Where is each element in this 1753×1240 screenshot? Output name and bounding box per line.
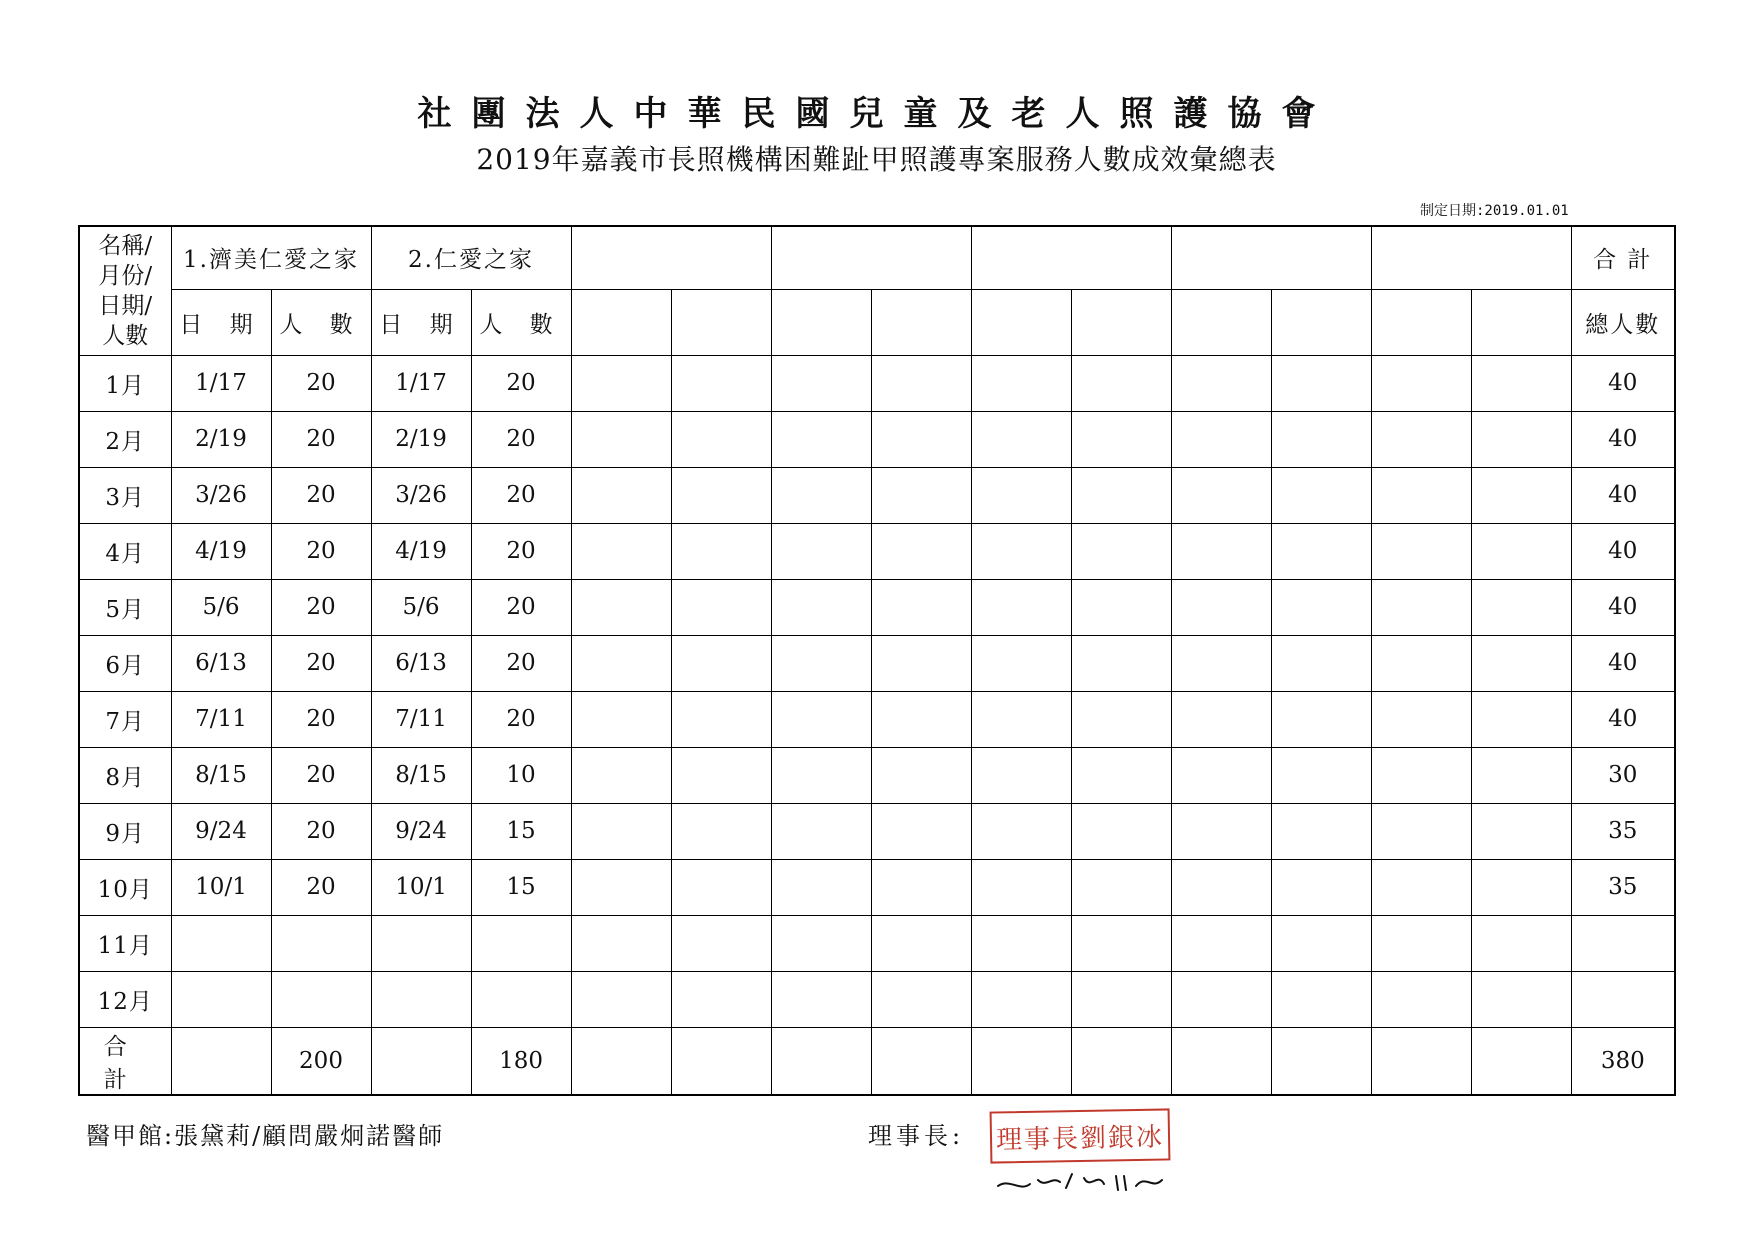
month-total: 30 — [1571, 747, 1675, 803]
empty-cell — [771, 1027, 871, 1095]
empty-cell — [971, 523, 1071, 579]
empty-cell — [1271, 747, 1371, 803]
facility-2-count: 20 — [471, 635, 571, 691]
facility-1-count: 20 — [271, 411, 371, 467]
grand-total-facility-1: 200 — [271, 1027, 371, 1095]
month-row — [79, 579, 1675, 635]
empty-cell — [571, 747, 671, 803]
facility-header-5 — [971, 226, 1171, 289]
facility-1-date: 10/1 — [171, 859, 271, 915]
org-title: 社團法人中華民國兒童及老人照護協會 — [417, 94, 1336, 134]
facility-1-count: 20 — [271, 635, 371, 691]
empty-cell — [1371, 971, 1471, 1027]
empty-cell — [1171, 971, 1271, 1027]
empty-cell — [1071, 467, 1171, 523]
empty-cell — [771, 523, 871, 579]
empty-cell — [871, 523, 971, 579]
facility-2-count: 15 — [471, 803, 571, 859]
empty-subheader — [1371, 289, 1471, 355]
empty-cell — [1271, 803, 1371, 859]
empty-cell — [1371, 355, 1471, 411]
facility-1-count: 20 — [271, 579, 371, 635]
empty-cell — [1471, 523, 1571, 579]
chairman-label: 理事長: — [868, 1122, 965, 1150]
empty-cell — [571, 859, 671, 915]
empty-cell — [1371, 411, 1471, 467]
month-label: 6月 — [79, 635, 171, 691]
empty-cell — [1171, 747, 1271, 803]
empty-cell — [1271, 859, 1371, 915]
empty-cell — [871, 803, 971, 859]
empty-cell — [1471, 691, 1571, 747]
empty-cell — [871, 635, 971, 691]
facility-1-date: 3/26 — [171, 467, 271, 523]
empty-cell — [671, 467, 771, 523]
month-label: 3月 — [79, 467, 171, 523]
month-row — [79, 523, 1675, 579]
facility-1-count: 20 — [271, 467, 371, 523]
empty-subheader — [771, 289, 871, 355]
month-total: 40 — [1571, 579, 1675, 635]
empty-cell — [1471, 747, 1571, 803]
month-total — [1571, 971, 1675, 1027]
facility-header-3 — [571, 226, 771, 289]
empty-cell — [1471, 411, 1571, 467]
month-label: 11月 — [79, 915, 171, 971]
empty-cell — [671, 579, 771, 635]
empty-cell — [671, 635, 771, 691]
month-total — [1571, 915, 1675, 971]
count-subheader: 人 數 — [471, 289, 571, 355]
empty-cell — [1371, 803, 1471, 859]
empty-cell — [971, 635, 1071, 691]
empty-cell — [1071, 971, 1171, 1027]
chairman-seal: 理事長劉銀冰 — [990, 1108, 1171, 1163]
empty-cell — [871, 747, 971, 803]
empty-cell — [671, 859, 771, 915]
empty-cell — [571, 1027, 671, 1095]
empty-cell — [1171, 355, 1271, 411]
facility-2-date: 8/15 — [371, 747, 471, 803]
facility-1-count — [271, 915, 371, 971]
facility-1-count: 20 — [271, 691, 371, 747]
empty-cell — [1471, 971, 1571, 1027]
facility-2-date: 3/26 — [371, 467, 471, 523]
empty-cell — [1271, 467, 1371, 523]
facility-1-count: 20 — [271, 747, 371, 803]
empty-cell — [1471, 1027, 1571, 1095]
empty-cell — [171, 1027, 271, 1095]
month-total: 40 — [1571, 411, 1675, 467]
facility-1-date — [171, 971, 271, 1027]
empty-cell — [1071, 523, 1171, 579]
empty-cell — [1471, 803, 1571, 859]
facility-2-date: 5/6 — [371, 579, 471, 635]
facility-2-count: 20 — [471, 691, 571, 747]
month-total: 35 — [1571, 803, 1675, 859]
header-row-facilities — [79, 226, 1675, 289]
facility-2-date — [371, 971, 471, 1027]
empty-cell — [771, 691, 871, 747]
month-total: 40 — [1571, 691, 1675, 747]
empty-cell — [671, 971, 771, 1027]
empty-cell — [771, 635, 871, 691]
empty-cell — [971, 915, 1071, 971]
empty-cell — [571, 971, 671, 1027]
empty-cell — [1071, 859, 1171, 915]
corner-header — [79, 226, 171, 355]
empty-cell — [1471, 859, 1571, 915]
empty-cell — [1071, 747, 1171, 803]
month-row — [79, 691, 1675, 747]
month-label: 12月 — [79, 971, 171, 1027]
empty-cell — [771, 411, 871, 467]
grand-total-facility-2: 180 — [471, 1027, 571, 1095]
month-label: 7月 — [79, 691, 171, 747]
facility-header-2: 2.仁愛之家 — [371, 226, 571, 289]
empty-cell — [871, 971, 971, 1027]
facility-1-count — [271, 971, 371, 1027]
empty-cell — [571, 467, 671, 523]
empty-subheader — [971, 289, 1071, 355]
empty-cell — [1471, 915, 1571, 971]
count-subheader: 人 數 — [271, 289, 371, 355]
empty-cell — [971, 467, 1071, 523]
empty-cell — [771, 467, 871, 523]
facility-2-date: 4/19 — [371, 523, 471, 579]
month-row — [79, 971, 1675, 1027]
facility-1-count: 20 — [271, 859, 371, 915]
empty-cell — [1171, 803, 1271, 859]
empty-subheader — [1471, 289, 1571, 355]
empty-cell — [971, 579, 1071, 635]
empty-cell — [1171, 579, 1271, 635]
empty-cell — [871, 691, 971, 747]
corner-line: 人數 — [102, 322, 149, 349]
empty-cell — [1171, 915, 1271, 971]
month-row — [79, 803, 1675, 859]
month-label: 5月 — [79, 579, 171, 635]
empty-cell — [1371, 859, 1471, 915]
empty-cell — [1071, 411, 1171, 467]
empty-cell — [1371, 1027, 1471, 1095]
empty-subheader — [571, 289, 671, 355]
empty-cell — [1271, 411, 1371, 467]
empty-cell — [1471, 467, 1571, 523]
empty-cell — [971, 355, 1071, 411]
empty-cell — [1171, 411, 1271, 467]
empty-cell — [1071, 1027, 1171, 1095]
facility-1-date: 4/19 — [171, 523, 271, 579]
empty-cell — [671, 1027, 771, 1095]
facility-2-count: 20 — [471, 523, 571, 579]
facility-2-count: 20 — [471, 467, 571, 523]
facility-1-date: 2/19 — [171, 411, 271, 467]
empty-cell — [671, 691, 771, 747]
month-label: 10月 — [79, 859, 171, 915]
empty-cell — [371, 1027, 471, 1095]
empty-cell — [1171, 691, 1271, 747]
date-subheader: 日 期 — [371, 289, 471, 355]
facility-1-count: 20 — [271, 523, 371, 579]
empty-cell — [871, 355, 971, 411]
empty-cell — [971, 803, 1071, 859]
empty-cell — [571, 635, 671, 691]
empty-cell — [771, 803, 871, 859]
empty-cell — [1171, 635, 1271, 691]
empty-cell — [571, 803, 671, 859]
facility-1-date: 7/11 — [171, 691, 271, 747]
empty-subheader — [1071, 289, 1171, 355]
corner-line: 日期/ — [98, 292, 153, 319]
made-date: 制定日期:2019.01.01 — [1420, 203, 1569, 219]
month-total: 40 — [1571, 523, 1675, 579]
empty-cell — [971, 1027, 1071, 1095]
empty-cell — [771, 859, 871, 915]
empty-cell — [1071, 355, 1171, 411]
facility-header-7 — [1371, 226, 1571, 289]
empty-cell — [671, 915, 771, 971]
empty-subheader — [871, 289, 971, 355]
empty-cell — [671, 411, 771, 467]
empty-cell — [871, 1027, 971, 1095]
empty-cell — [1271, 1027, 1371, 1095]
facility-2-date: 7/11 — [371, 691, 471, 747]
empty-cell — [1371, 467, 1471, 523]
empty-cell — [571, 523, 671, 579]
facility-2-date: 6/13 — [371, 635, 471, 691]
empty-cell — [1271, 579, 1371, 635]
facility-header-6 — [1171, 226, 1371, 289]
empty-cell — [1071, 635, 1171, 691]
empty-cell — [1471, 355, 1571, 411]
empty-cell — [771, 355, 871, 411]
empty-cell — [671, 523, 771, 579]
facility-2-count — [471, 971, 571, 1027]
facility-1-date: 8/15 — [171, 747, 271, 803]
facility-1-count: 20 — [271, 355, 371, 411]
facility-2-count: 10 — [471, 747, 571, 803]
handwritten-signature-date — [990, 1158, 1190, 1198]
empty-cell — [971, 747, 1071, 803]
empty-cell — [771, 579, 871, 635]
header-row-subheaders — [79, 289, 1675, 355]
empty-cell — [771, 915, 871, 971]
month-total: 35 — [1571, 859, 1675, 915]
month-row — [79, 355, 1675, 411]
facility-2-count: 20 — [471, 411, 571, 467]
month-label: 9月 — [79, 803, 171, 859]
grand-total-label: 合 計 — [79, 1027, 171, 1095]
empty-cell — [971, 859, 1071, 915]
facility-2-count: 20 — [471, 355, 571, 411]
empty-cell — [1471, 635, 1571, 691]
month-row — [79, 915, 1675, 971]
empty-cell — [871, 411, 971, 467]
empty-cell — [1271, 355, 1371, 411]
empty-subheader — [671, 289, 771, 355]
empty-cell — [771, 971, 871, 1027]
empty-cell — [1271, 915, 1371, 971]
empty-cell — [971, 411, 1071, 467]
empty-cell — [1071, 579, 1171, 635]
month-label: 8月 — [79, 747, 171, 803]
facility-2-date: 9/24 — [371, 803, 471, 859]
empty-cell — [671, 355, 771, 411]
empty-cell — [1371, 691, 1471, 747]
footer-staff: 醫甲館:張黛莉/顧問嚴炯諾醫師 — [86, 1122, 445, 1150]
report-title: 2019年嘉義市長照機構困難趾甲照護專案服務人數成效彙總表 — [476, 143, 1277, 176]
total-count-subheader: 總人數 — [1571, 289, 1675, 355]
facility-1-date: 5/6 — [171, 579, 271, 635]
empty-cell — [1371, 915, 1471, 971]
empty-cell — [1371, 523, 1471, 579]
empty-cell — [1171, 467, 1271, 523]
empty-cell — [1271, 691, 1371, 747]
facility-1-count: 20 — [271, 803, 371, 859]
month-row — [79, 411, 1675, 467]
empty-cell — [571, 915, 671, 971]
month-row — [79, 635, 1675, 691]
facility-2-count: 20 — [471, 579, 571, 635]
empty-cell — [1271, 523, 1371, 579]
facility-1-date — [171, 915, 271, 971]
facility-2-count: 15 — [471, 859, 571, 915]
summary-table — [78, 225, 1676, 1096]
month-label: 2月 — [79, 411, 171, 467]
empty-cell — [1071, 691, 1171, 747]
corner-line: 月份/ — [98, 262, 153, 289]
facility-2-date: 2/19 — [371, 411, 471, 467]
empty-cell — [871, 915, 971, 971]
empty-cell — [871, 579, 971, 635]
facility-2-date — [371, 915, 471, 971]
month-label: 1月 — [79, 355, 171, 411]
month-total: 40 — [1571, 355, 1675, 411]
empty-cell — [771, 747, 871, 803]
facility-1-date: 9/24 — [171, 803, 271, 859]
empty-cell — [571, 355, 671, 411]
empty-cell — [571, 579, 671, 635]
empty-cell — [1271, 635, 1371, 691]
facility-1-date: 1/17 — [171, 355, 271, 411]
empty-cell — [871, 467, 971, 523]
empty-cell — [571, 691, 671, 747]
empty-cell — [971, 691, 1071, 747]
grand-total-row — [79, 1027, 1675, 1095]
empty-cell — [1071, 803, 1171, 859]
empty-cell — [1371, 747, 1471, 803]
facility-header-1: 1.濟美仁愛之家 — [171, 226, 371, 289]
empty-cell — [571, 411, 671, 467]
empty-subheader — [1171, 289, 1271, 355]
empty-cell — [1371, 579, 1471, 635]
month-total: 40 — [1571, 635, 1675, 691]
facility-2-count — [471, 915, 571, 971]
facility-header-4 — [771, 226, 971, 289]
facility-2-date: 1/17 — [371, 355, 471, 411]
empty-cell — [1271, 971, 1371, 1027]
total-header: 合 計 — [1571, 226, 1675, 289]
empty-cell — [1171, 859, 1271, 915]
empty-cell — [871, 859, 971, 915]
empty-cell — [1471, 579, 1571, 635]
empty-cell — [971, 971, 1071, 1027]
date-subheader: 日 期 — [171, 289, 271, 355]
month-total: 40 — [1571, 467, 1675, 523]
empty-cell — [671, 803, 771, 859]
empty-cell — [1171, 523, 1271, 579]
empty-cell — [1171, 1027, 1271, 1095]
facility-2-date: 10/1 — [371, 859, 471, 915]
month-row — [79, 467, 1675, 523]
empty-cell — [671, 747, 771, 803]
month-label: 4月 — [79, 523, 171, 579]
grand-total-all: 380 — [1571, 1027, 1675, 1095]
month-row — [79, 859, 1675, 915]
empty-cell — [1371, 635, 1471, 691]
empty-cell — [1071, 915, 1171, 971]
empty-subheader — [1271, 289, 1371, 355]
month-row — [79, 747, 1675, 803]
corner-line: 名稱/ — [98, 232, 153, 259]
facility-1-date: 6/13 — [171, 635, 271, 691]
